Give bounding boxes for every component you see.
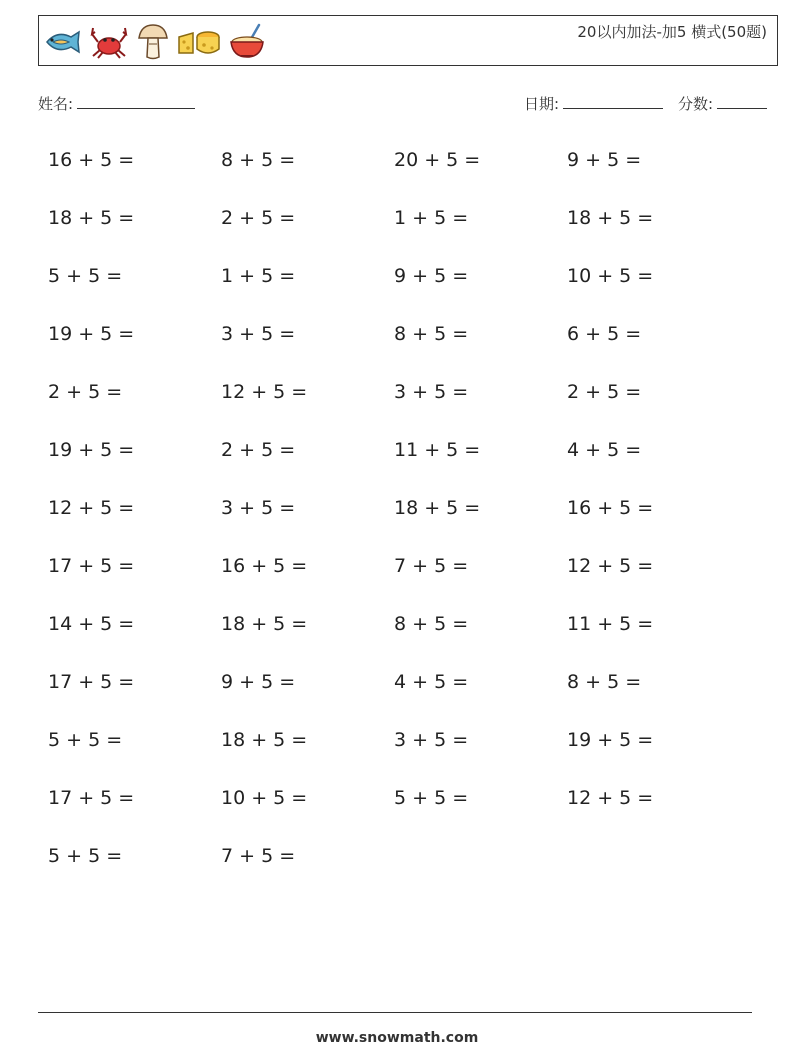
- name-label: 姓名:: [38, 95, 74, 113]
- problem: 5 + 5 =: [48, 845, 123, 867]
- problem: 6 + 5 =: [567, 323, 642, 345]
- name-blank[interactable]: [77, 94, 195, 109]
- crab-icon: [89, 24, 129, 60]
- problem: 2 + 5 =: [48, 381, 123, 403]
- score-blank[interactable]: [717, 94, 767, 109]
- mushroom-icon: [135, 22, 171, 62]
- problem: 18 + 5 =: [221, 613, 308, 635]
- problem: 4 + 5 =: [394, 671, 469, 693]
- fish-icon: [43, 27, 83, 57]
- score-label: 分数:: [678, 95, 714, 113]
- problem: 19 + 5 =: [567, 729, 654, 751]
- problem: 17 + 5 =: [48, 671, 135, 693]
- problem: 10 + 5 =: [567, 265, 654, 287]
- problem: 18 + 5 =: [394, 497, 481, 519]
- problem: 5 + 5 =: [394, 787, 469, 809]
- problem: 2 + 5 =: [221, 439, 296, 461]
- problem: 12 + 5 =: [48, 497, 135, 519]
- worksheet-title: 20以内加法-加5 横式(50题): [577, 23, 767, 41]
- problem: 3 + 5 =: [394, 729, 469, 751]
- problem: 10 + 5 =: [221, 787, 308, 809]
- problem: 7 + 5 =: [221, 845, 296, 867]
- problem: 12 + 5 =: [567, 787, 654, 809]
- date-blank[interactable]: [563, 94, 663, 109]
- problem: 8 + 5 =: [394, 323, 469, 345]
- bowl-icon: [227, 23, 267, 61]
- problem: 18 + 5 =: [221, 729, 308, 751]
- problem: 8 + 5 =: [221, 149, 296, 171]
- problem: 1 + 5 =: [221, 265, 296, 287]
- problem: 4 + 5 =: [567, 439, 642, 461]
- problem: 3 + 5 =: [221, 497, 296, 519]
- problem: 5 + 5 =: [48, 265, 123, 287]
- problem: 19 + 5 =: [48, 439, 135, 461]
- cheese-icon: [177, 27, 221, 57]
- problem: 5 + 5 =: [48, 729, 123, 751]
- problem: 11 + 5 =: [567, 613, 654, 635]
- date-field: [524, 93, 663, 114]
- problem: 9 + 5 =: [567, 149, 642, 171]
- problem: 16 + 5 =: [48, 149, 135, 171]
- problem: 2 + 5 =: [567, 381, 642, 403]
- problem: 18 + 5 =: [48, 207, 135, 229]
- problem: 12 + 5 =: [221, 381, 308, 403]
- problem: 18 + 5 =: [567, 207, 654, 229]
- problem: 17 + 5 =: [48, 787, 135, 809]
- name-field: [38, 93, 195, 114]
- problem: 16 + 5 =: [567, 497, 654, 519]
- problem: 11 + 5 =: [394, 439, 481, 461]
- header-icons: [43, 22, 267, 62]
- problem: 16 + 5 =: [221, 555, 308, 577]
- problem: 1 + 5 =: [394, 207, 469, 229]
- footer-website[interactable]: www.snowmath.com: [315, 1030, 479, 1046]
- problem: 2 + 5 =: [221, 207, 296, 229]
- score-field: [678, 93, 767, 114]
- problem: 9 + 5 =: [221, 671, 296, 693]
- problem: 20 + 5 =: [394, 149, 481, 171]
- problem: 3 + 5 =: [394, 381, 469, 403]
- problem: 19 + 5 =: [48, 323, 135, 345]
- problem: 3 + 5 =: [221, 323, 296, 345]
- problem-grid: [48, 146, 740, 900]
- problem: 7 + 5 =: [394, 555, 469, 577]
- problem: 17 + 5 =: [48, 555, 135, 577]
- footer-divider: [38, 1012, 752, 1013]
- problem: 14 + 5 =: [48, 613, 135, 635]
- header-box: [38, 15, 778, 66]
- problem: 12 + 5 =: [567, 555, 654, 577]
- problem: 8 + 5 =: [394, 613, 469, 635]
- date-label: 日期:: [524, 95, 560, 113]
- problem: 9 + 5 =: [394, 265, 469, 287]
- problem: 8 + 5 =: [567, 671, 642, 693]
